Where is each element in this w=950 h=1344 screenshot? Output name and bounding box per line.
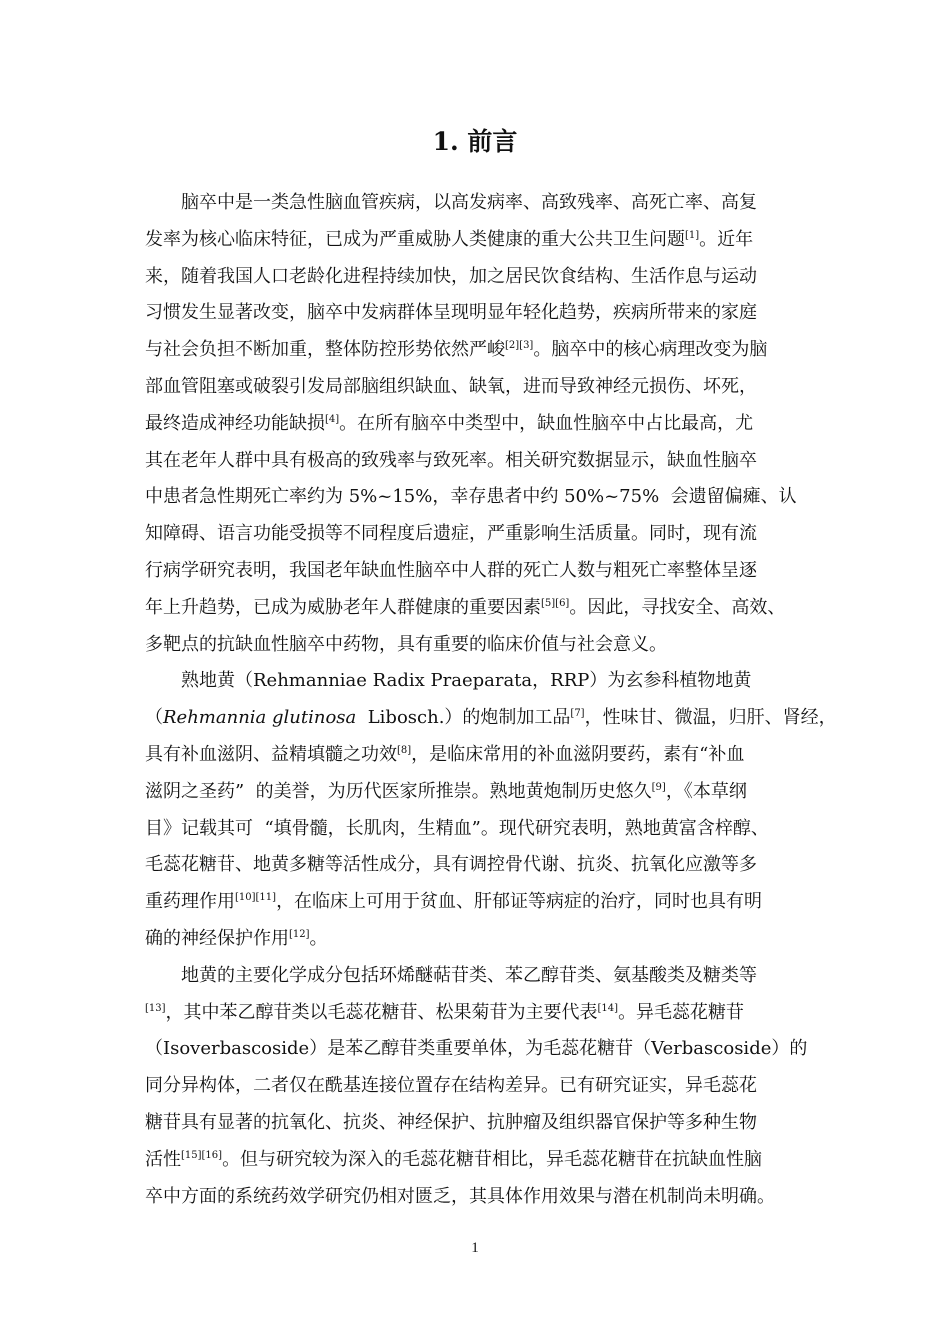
text-run: ，《本草纲 <box>665 780 747 802</box>
text-line <box>145 1147 762 1173</box>
text-line <box>145 926 328 952</box>
citation-ref: [15][16] <box>181 1149 223 1161</box>
text-line <box>145 484 797 510</box>
text-run: 。因此，寻找安全、高效、 <box>569 596 786 618</box>
text-run: 。异毛蕊花糖苷 <box>618 1001 745 1023</box>
text-line <box>145 1184 775 1210</box>
text-run: 确的神经保护作用 <box>145 928 289 949</box>
text-run: 其在老年人群中具有极高的致残率与致死率。相关研究数据显示，缺血性脑卒 <box>145 449 757 471</box>
text-run: ，在临床上可用于贫血、肝郁证等病症的治疗，同时也具有明 <box>276 891 763 913</box>
text-run: 。在所有脑卒中类型中，缺血性脑卒中占比最高，尤 <box>339 412 754 434</box>
text-run: ，其中苯乙醇苷类以毛蕊花糖苷、松果菊苷为主要代表 <box>165 1001 598 1023</box>
text-run: 。脑卒中的核心病理改变为脑 <box>533 339 768 361</box>
text-run: （ <box>145 707 163 729</box>
text-line <box>145 300 757 326</box>
text-run: 目》记载其可 “填骨髓，长肌肉，生精血”。现代研究表明，熟地黄富含梓醇、 <box>145 817 769 839</box>
text-run: 发率为核心临床特征，已成为严重威胁人类健康的重大公共卫生问题 <box>145 228 685 250</box>
text-run: 年上升趋势，已成为威胁老年人群健康的重要因素 <box>145 596 541 618</box>
text-run: 来，随着我国人口老龄化进程持续加快，加之居民饮食结构、生活作息与运动 <box>145 265 757 287</box>
text-line <box>145 852 757 878</box>
citation-ref: [2][3] <box>505 340 534 352</box>
text-line <box>145 816 769 842</box>
text-run: 习惯发生显著改变，脑卒中发病群体呈现明显年轻化趋势，疾病所带来的家庭 <box>145 302 757 324</box>
text-line <box>145 963 757 989</box>
citation-ref: [13] <box>145 1002 166 1014</box>
text-run: 与社会负担不断加重，整体防控形势依然严峻 <box>145 339 505 361</box>
text-line <box>145 668 751 694</box>
text-line <box>145 190 757 216</box>
text-line <box>145 779 747 805</box>
text-run: ，是临床常用的补血滋阴要药，素有“补血 <box>411 744 745 765</box>
text-run: Libosch.）的炮制加工品 <box>356 707 571 729</box>
text-line <box>145 521 757 547</box>
text-line <box>145 1036 807 1062</box>
text-run: 重药理作用 <box>145 891 235 913</box>
text-line <box>145 1000 744 1026</box>
text-run: 。但与研究较为深入的毛蕊花糖苷相比，异毛蕊花糖苷在抗缺血性脑 <box>222 1148 763 1170</box>
citation-ref: [8] <box>397 745 412 756</box>
text-run: 卒中方面的系统药效学研究仍相对匮乏，其具体作用效果与潜在机制尚未明确。 <box>145 1185 775 1207</box>
text-run: 滋阴之圣药” 的美誉，为历代医家所推崇。熟地黄炮制历史悠久 <box>145 780 652 802</box>
text-run: 中患者急性期死亡率约为 5%~15%，幸存患者中约 50%~75% 会遗留偏瘫、认 <box>145 486 797 508</box>
text-line <box>145 705 837 731</box>
text-run: 。近年 <box>699 228 754 250</box>
text-run: 。 <box>309 928 328 949</box>
text-run: 多靶点的抗缺血性脑卒中药物，具有重要的临床价值与社会意义。 <box>145 633 667 655</box>
text-run: （Isoverbascoside）是苯乙醇苷类重要单体，为毛蕊花糖苷（Verbascoside）的 <box>145 1038 808 1060</box>
text-run: 行病学研究表明，我国老年缺血性脑卒中人群的死亡人数与粗死亡率整体呈逐 <box>145 560 757 581</box>
citation-ref: [9] <box>651 781 666 793</box>
citation-ref: [12] <box>289 929 310 940</box>
text-line <box>145 411 753 437</box>
text-line <box>145 337 767 363</box>
text-run: 毛蕊花糖苷、地黄多糖等活性成分，具有调控骨代谢、抗炎、抗氧化应激等多 <box>145 854 757 876</box>
text-run: Rehmannia glutinosa <box>163 707 357 729</box>
citation-ref: [10][11] <box>235 892 277 904</box>
text-run: 熟地黄（Rehmanniae Radix Praeparata，RRP）为玄参科植物地黄 <box>145 670 752 692</box>
text-line <box>145 1110 757 1136</box>
section-title: 1. 前言 <box>432 127 518 156</box>
citation-ref: [5][6] <box>541 597 570 609</box>
text-line <box>145 889 762 915</box>
text-run: 糖苷具有显著的抗氧化、抗炎、神经保护、抗肿瘤及组织器官保护等多种生物 <box>145 1112 757 1133</box>
text-line <box>145 558 757 584</box>
citation-ref: [4] <box>325 413 340 425</box>
text-run: 部血管阻塞或破裂引发局部脑组织缺血、缺氧，进而导致神经元损伤、坏死， <box>145 376 757 397</box>
text-line <box>145 1073 757 1099</box>
text-line <box>145 632 667 658</box>
citation-ref: [7] <box>570 708 585 720</box>
text-run: 活性 <box>145 1148 181 1170</box>
text-run: 脑卒中是一类急性脑血管疾病，以高发病率、高致残率、高死亡率、高复 <box>145 192 757 213</box>
citation-ref: [1] <box>685 229 700 241</box>
text-line <box>145 742 744 768</box>
text-run: 具有补血滋阴、益精填髓之功效 <box>145 744 397 765</box>
text-run: 最终造成神经功能缺损 <box>145 412 325 434</box>
text-line <box>145 448 757 474</box>
text-line <box>145 595 785 621</box>
text-line <box>145 264 757 290</box>
text-run: 同分异构体，二者仅在酰基连接位置存在结构差异。已有研究证实，异毛蕊花 <box>145 1075 757 1097</box>
text-run: ，性味甘、微温，归肝、肾经， <box>584 707 837 729</box>
text-run: 知障碍、语言功能受损等不同程度后遗症，严重影响生活质量。同时，现有流 <box>145 523 757 545</box>
text-run: 地黄的主要化学成分包括环烯醚萜苷类、苯乙醇苷类、氨基酸类及糖类等 <box>145 964 757 986</box>
citation-ref: [14] <box>597 1002 619 1014</box>
text-line <box>145 227 753 253</box>
page-number: 1 <box>471 1240 479 1256</box>
text-line <box>145 374 757 400</box>
